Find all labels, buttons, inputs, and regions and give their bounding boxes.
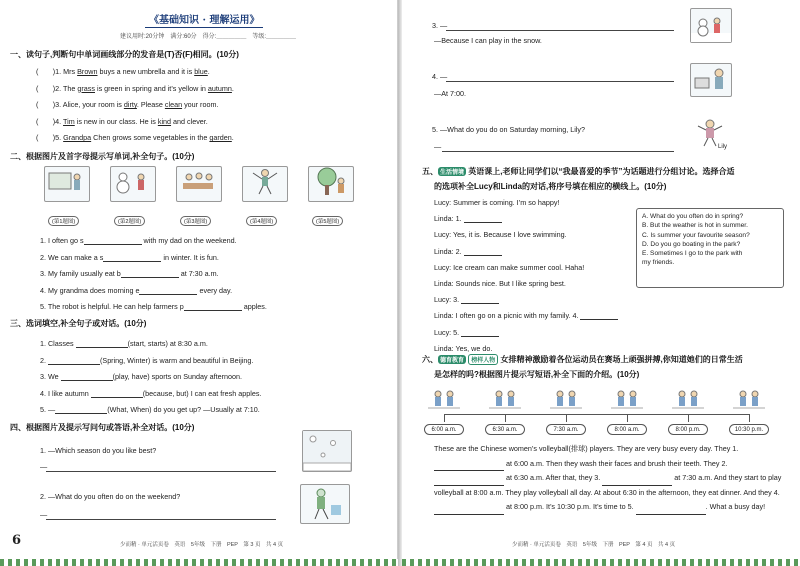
s1-item: ( )2. The grass is green in spring and it’s yellow in autumn. <box>36 83 234 93</box>
s2-answer-blank[interactable] <box>184 303 242 311</box>
s4-question-5: 5. —What do you do on Saturday morning, Lily? <box>432 125 586 134</box>
s3-answer-blank[interactable] <box>55 406 107 414</box>
moral-education-tag: 德育教育 <box>438 355 466 364</box>
s3-answer-blank[interactable] <box>76 340 128 348</box>
s4-answer-4: —At 7:00. <box>434 89 466 98</box>
s3-answer-blank[interactable] <box>91 390 143 398</box>
underlined-word: Tim <box>63 116 75 126</box>
s6-time-label: 8:00 p.m. <box>668 424 708 435</box>
underlined-word: Brown <box>77 67 98 76</box>
s2-caption: (第5题图) <box>312 216 343 226</box>
s6-picture <box>729 386 769 414</box>
s2-item: 2. We can make a s in winter. It is fun. <box>40 252 219 262</box>
s5-option: D. Do you go boating in the park? <box>642 240 741 248</box>
s6-answer-blank[interactable] <box>434 507 504 515</box>
s2-answer-blank[interactable] <box>139 287 197 295</box>
s6-time-label: 6:00 a.m. <box>424 424 464 435</box>
s5-dialog-line: Linda: 2. <box>434 247 502 256</box>
role-model-tag: 榜样人物 <box>468 354 498 365</box>
underlined-word: garden <box>209 133 232 142</box>
s5-option: C. Is summer your favourite season? <box>642 231 750 239</box>
s5-answer-blank[interactable] <box>580 312 618 320</box>
s6-timeline-tick <box>444 414 445 422</box>
section-5-heading-line2: 的选项补全Lucy和Linda的对话,将序号填在相应的横线上。(10分) <box>434 182 667 191</box>
underlined-word: grass <box>77 83 95 93</box>
s6-answer-blank[interactable] <box>434 463 504 471</box>
s4-question-3-line[interactable] <box>446 21 674 31</box>
s2-item: 4. My grandma does morning e every day. <box>40 285 233 295</box>
section-3-heading: 三、选词填空,补全句子或对话。(10分) <box>10 319 147 328</box>
s5-answer-blank[interactable] <box>461 296 499 304</box>
s2-picture <box>176 166 222 202</box>
s2-item: 1. I often go s with my dad on the weekend. <box>40 236 237 245</box>
s1-item: ( )1. Mrs Brown buys a new umbrella and it is blue. <box>36 67 210 76</box>
s4-picture-3 <box>690 8 732 43</box>
s2-caption: (第3题图) <box>180 216 211 226</box>
underlined-word: clean <box>164 100 183 109</box>
s4-question-4-dash: 4. — <box>432 72 448 81</box>
section-6-heading-line1: 六、 德育教育 榜样人物 女排精神激励着各位运动员在赛场上顽强拼搏,你知道她们的日常生活 <box>422 355 743 364</box>
page-title: 《基础知识 · 理解运用》 <box>145 11 263 28</box>
section-6-paragraph: These are the Chinese women’s volleyball(排球) players. They are very busy every day. They 1. at 6:00 a.m. Then they wash their faces and brush their teeth. They 2. at 6:30 a.m. After that, they 3. at 7:30 a.m. And they start to play volleyball at 8:00 a.m. They play volleyball all day. At about 6:30 in the afternoon, they eat dinner. And they 4. at 8:00 p.m. It’s 10:30 p.m. It’s time to 5. . What a busy day! <box>434 442 786 515</box>
s6-timeline-line <box>444 414 750 415</box>
lily-label: Lily <box>718 144 728 150</box>
s4-picture-4 <box>690 63 732 97</box>
score-meta: 建议用时:20分钟 满分:60分 得分:＿＿＿＿＿ 等级:＿＿＿＿＿ <box>120 34 297 40</box>
s4-question-4-line[interactable] <box>446 72 674 82</box>
s6-timeline-tick <box>627 414 628 422</box>
s4-question-1: 1. —Which season do you like best? <box>40 446 157 455</box>
s4-answer-5-line[interactable] <box>442 142 674 152</box>
s5-option: my friends. <box>642 259 675 267</box>
s5-dialog-line: Lucy: Summer is coming. I’m so happy! <box>434 198 560 207</box>
s6-timeline-tick <box>505 414 506 422</box>
s2-caption: (第1题图) <box>48 216 79 226</box>
s5-dialog-line: Linda: Sounds nice. But I like spring best. <box>434 279 566 288</box>
s4-answer-1-dash: — <box>40 462 48 471</box>
page-number: 6 <box>12 533 22 548</box>
s2-caption: (第4题图) <box>246 216 277 226</box>
s4-answer-1-line[interactable] <box>46 462 276 472</box>
s4-answer-2-dash: — <box>40 510 48 519</box>
s5-dialog-line: Lucy: 5. <box>434 328 499 337</box>
s5-option: A. What do you often do in spring? <box>642 213 744 220</box>
underlined-word: kind <box>157 116 172 126</box>
s4-answer-5-dash: — <box>434 142 442 151</box>
s3-answer-blank[interactable] <box>48 357 100 365</box>
s6-time-label: 6:30 a.m. <box>485 424 525 435</box>
s1-item: ( )4. Tim is new in our class. He is kind and clever. <box>36 116 208 126</box>
right-page <box>402 0 800 566</box>
s2-picture <box>242 166 288 202</box>
s5-option: E. Sometimes I go to the park with <box>642 250 743 258</box>
s5-answer-blank[interactable] <box>461 329 499 337</box>
s2-caption: (第2题图) <box>114 216 145 226</box>
s4-question-2: 2. —What do you often do on the weekend? <box>40 492 181 501</box>
s3-item: 5. — (What, When) do you get up? —Usually at 7:10. <box>40 405 260 414</box>
s4-picture-1 <box>302 430 352 472</box>
s5-dialog-line: Linda: Yes, we do. <box>434 343 493 353</box>
s6-timeline-tick <box>749 414 750 422</box>
s5-dialog-line: Lucy: 3. <box>434 295 499 304</box>
s5-dialog-line: Linda: 1. <box>434 214 502 223</box>
s3-item: 1. Classes (start, starts) at 8:30 a.m. <box>40 339 208 348</box>
s2-picture <box>44 166 90 202</box>
life-context-tag: 生活情境 <box>438 167 466 176</box>
s6-picture <box>546 386 586 414</box>
s6-answer-blank[interactable] <box>602 478 672 486</box>
s5-dialog-line: Lucy: Yes, it is. Because I love swimming. <box>434 230 567 240</box>
s6-picture <box>424 386 464 414</box>
section-4-heading: 四、根据图片及提示写问句或答语,补全对话。(10分) <box>10 423 195 432</box>
section-2-heading: 二、根据图片及首字母提示写单词,补全句子。(10分) <box>10 152 195 161</box>
footer-left: 少而精 · 单元活页卷 英语 5年级 下册 PEP 第 3 页 共 4 页 <box>120 542 284 548</box>
section-5-heading-line1: 五、 生活情境 英语课上,老师让同学们以“我最喜爱的季节”为话题进行分组讨论。选择合适 <box>422 167 735 176</box>
section-5-options-box <box>636 208 784 288</box>
s2-picture <box>110 166 156 202</box>
decorative-border-right <box>402 559 800 566</box>
s2-answer-blank[interactable] <box>84 237 142 245</box>
left-page <box>0 0 398 566</box>
underlined-word: blue <box>194 67 208 76</box>
s2-answer-blank[interactable] <box>121 270 179 278</box>
s5-option: B. But the weather is hot in summer. <box>642 222 748 230</box>
s6-answer-blank[interactable] <box>434 478 504 486</box>
underlined-word: dirty <box>123 100 137 109</box>
underlined-word: Grandpa <box>63 133 92 142</box>
s6-picture <box>485 386 525 414</box>
s6-timeline-tick <box>688 414 689 422</box>
s3-item: 2. (Spring, Winter) is warm and beautiful in Beijing. <box>40 355 254 365</box>
s3-item: 4. I like autumn (because, but) I can eat fresh apples. <box>40 388 262 398</box>
section-1-heading: 一、读句子,判断句中单词画线部分的发音是(T)否(F)相同。(10分) <box>10 50 239 59</box>
decorative-border-left <box>0 559 398 566</box>
s4-answer-2-line[interactable] <box>46 510 276 520</box>
s2-item: 3. My family usually eat b at 7:30 a.m. <box>40 269 219 278</box>
s3-answer-blank[interactable] <box>61 373 113 381</box>
s5-dialog-line: Linda: I often go on a picnic with my family. 4. <box>434 311 618 320</box>
s2-item: 5. The robot is helpful. He can help farmers p apples. <box>40 302 267 311</box>
s6-time-label: 8:00 a.m. <box>607 424 647 435</box>
s4-picture-2 <box>300 484 350 524</box>
s2-picture <box>308 166 354 202</box>
s3-item: 3. We (play, have) sports on Sunday afternoon. <box>40 372 242 381</box>
s1-item: ( )3. Alice, your room is dirty. Please clean your room. <box>36 100 219 109</box>
s2-answer-blank[interactable] <box>103 254 161 262</box>
s5-answer-blank[interactable] <box>464 215 502 223</box>
s6-time-label: 7:30 a.m. <box>546 424 586 435</box>
s4-question-3-dash: 3. — <box>432 21 448 30</box>
section-6-heading-line2: 是怎样的吗?根据图片提示写短语,补全下面的介绍。(10分) <box>434 370 640 379</box>
s5-dialog-line: Lucy: Ice cream can make summer cool. Haha! <box>434 262 585 272</box>
s6-picture <box>668 386 708 414</box>
s6-picture <box>607 386 647 414</box>
s6-timeline-tick <box>566 414 567 422</box>
s6-answer-blank[interactable] <box>636 507 706 515</box>
s1-item: ( )5. Grandpa Chen grows some vegetables in the garden. <box>36 133 234 142</box>
s6-time-label: 10:30 p.m. <box>729 424 769 435</box>
footer-right: 少而精 · 单元活页卷 英语 5年级 下册 PEP 第 4 页 共 4 页 <box>512 542 676 548</box>
underlined-word: autumn <box>207 83 232 93</box>
s5-answer-blank[interactable] <box>464 248 502 256</box>
s4-answer-3: —Because I can play in the snow. <box>434 36 542 45</box>
